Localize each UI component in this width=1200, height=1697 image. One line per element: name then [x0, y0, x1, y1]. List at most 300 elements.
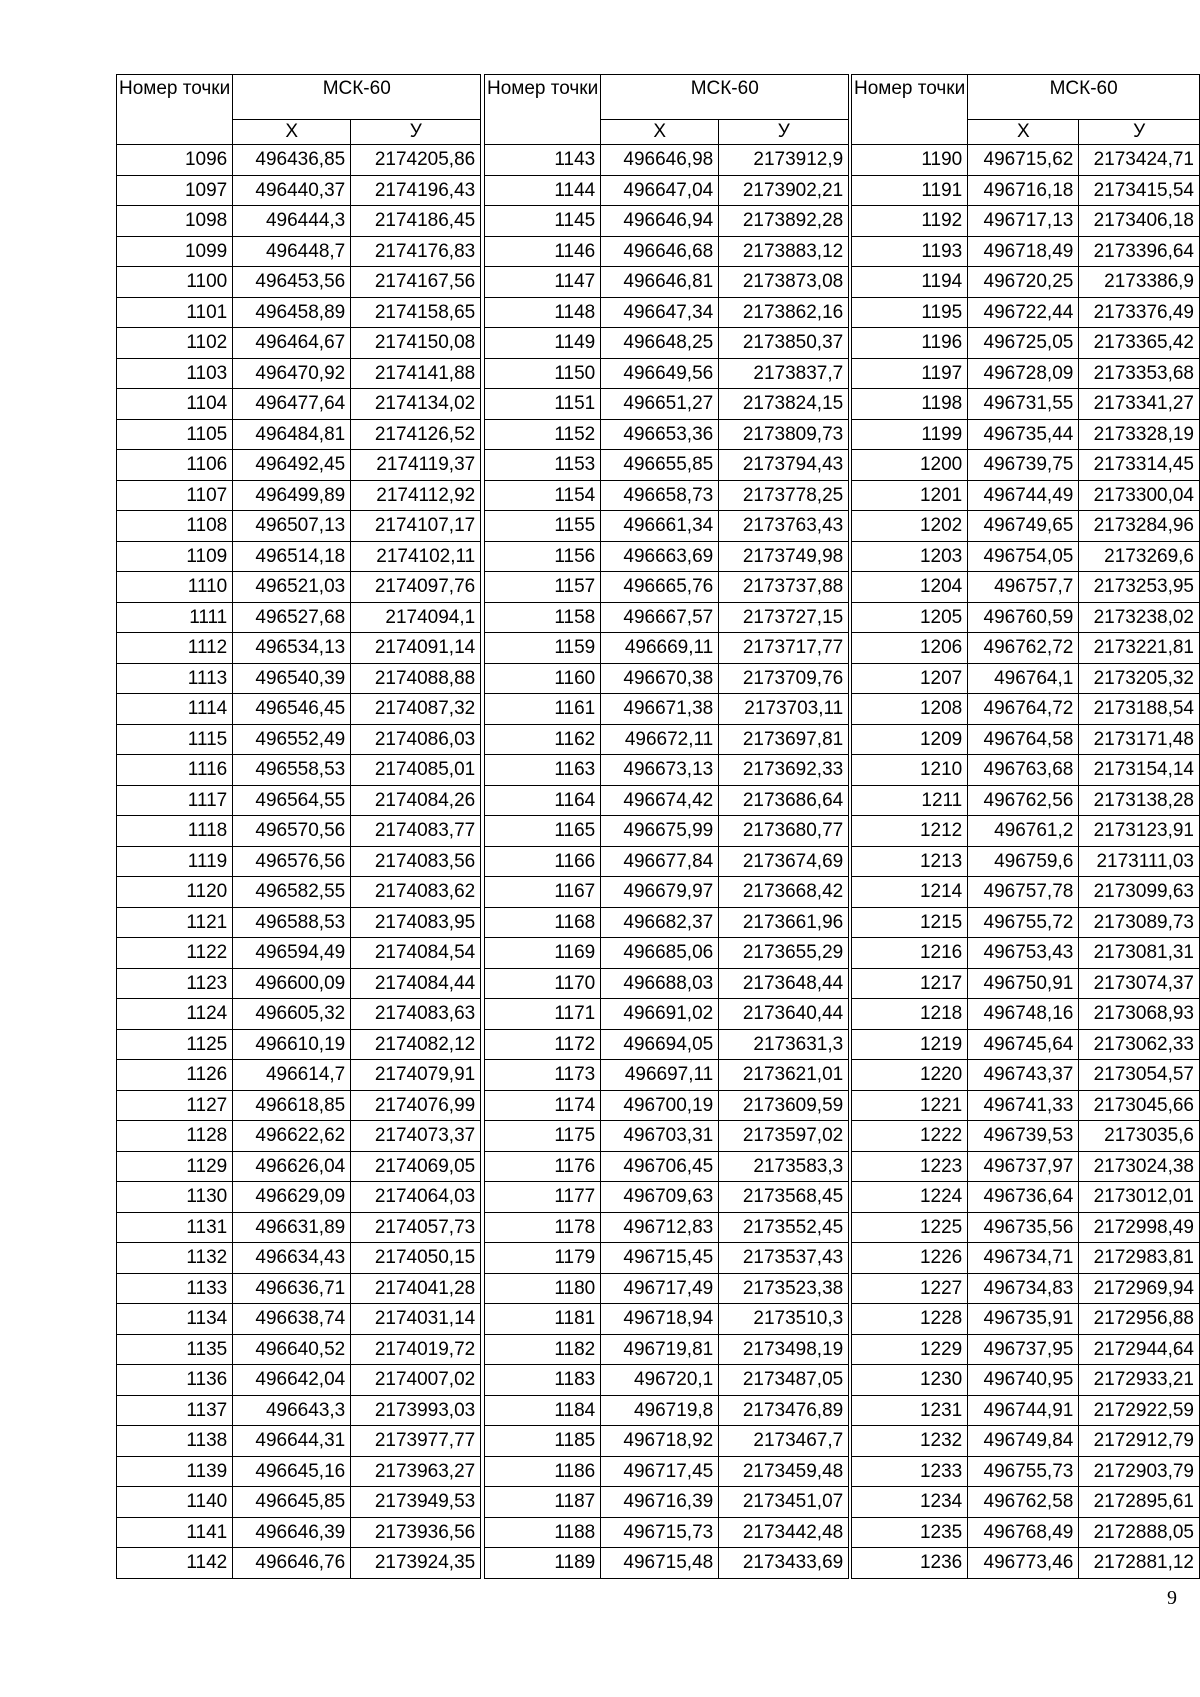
- y-coordinate-cell: 2172922,59: [1079, 1395, 1200, 1426]
- x-coordinate-cell: 496759,6: [968, 846, 1079, 877]
- table-row: [117, 1304, 481, 1335]
- x-coordinate-cell: 496507,13: [233, 511, 351, 542]
- table-row: [117, 175, 481, 206]
- table-row: [485, 1517, 849, 1548]
- x-coordinate-cell: 496582,55: [233, 877, 351, 908]
- y-coordinate-cell: 2173451,07: [719, 1487, 849, 1518]
- y-coordinate-cell: 2174064,03: [351, 1182, 481, 1213]
- x-coordinate-cell: 496688,03: [601, 968, 719, 999]
- table-row: [117, 419, 481, 450]
- x-coordinate-cell: 496722,44: [968, 297, 1079, 328]
- y-coordinate-cell: 2174119,37: [351, 450, 481, 481]
- point-number-cell: 1116: [117, 755, 233, 786]
- x-coordinate-cell: 496673,13: [601, 755, 719, 786]
- page-number: 9: [1167, 1587, 1177, 1609]
- x-coordinate-cell: 496716,18: [968, 175, 1079, 206]
- point-number-cell: 1229: [852, 1334, 968, 1365]
- point-number-cell: 1101: [117, 297, 233, 328]
- table-row: [117, 1365, 481, 1396]
- point-number-cell: 1181: [485, 1304, 601, 1335]
- y-coordinate-cell: 2173674,69: [719, 846, 849, 877]
- y-coordinate-cell: 2173081,31: [1079, 938, 1200, 969]
- x-coordinate-cell: 496622,62: [233, 1121, 351, 1152]
- point-number-cell: 1120: [117, 877, 233, 908]
- y-coordinate-cell: 2174097,76: [351, 572, 481, 603]
- point-number-cell: 1234: [852, 1487, 968, 1518]
- y-column-header: У: [1079, 120, 1200, 145]
- point-number-cell: 1200: [852, 450, 968, 481]
- table-row: [852, 541, 1200, 572]
- table-row: [117, 816, 481, 847]
- point-number-cell: 1108: [117, 511, 233, 542]
- point-number-cell: 1153: [485, 450, 601, 481]
- x-coordinate-cell: 496658,73: [601, 480, 719, 511]
- x-coordinate-cell: 496728,09: [968, 358, 1079, 389]
- point-number-cell: 1098: [117, 206, 233, 237]
- x-coordinate-cell: 496570,56: [233, 816, 351, 847]
- x-coordinate-cell: 496646,94: [601, 206, 719, 237]
- x-coordinate-cell: 496558,53: [233, 755, 351, 786]
- x-coordinate-cell: 496677,84: [601, 846, 719, 877]
- x-coordinate-cell: 496671,38: [601, 694, 719, 725]
- point-number-cell: 1100: [117, 267, 233, 298]
- y-coordinate-cell: 2173154,14: [1079, 755, 1200, 786]
- y-coordinate-cell: 2173074,37: [1079, 968, 1200, 999]
- table-row: [852, 1548, 1200, 1579]
- y-coordinate-cell: 2174083,77: [351, 816, 481, 847]
- point-number-cell: 1160: [485, 663, 601, 694]
- table-row: [852, 1182, 1200, 1213]
- point-number-cell: 1175: [485, 1121, 601, 1152]
- point-number-cell: 1159: [485, 633, 601, 664]
- y-coordinate-cell: 2173510,3: [719, 1304, 849, 1335]
- x-coordinate-cell: 496646,76: [233, 1548, 351, 1579]
- y-coordinate-cell: 2173924,35: [351, 1548, 481, 1579]
- x-coordinate-cell: 496647,34: [601, 297, 719, 328]
- y-coordinate-cell: 2174079,91: [351, 1060, 481, 1091]
- x-coordinate-cell: 496564,55: [233, 785, 351, 816]
- point-number-cell: 1147: [485, 267, 601, 298]
- x-coordinate-cell: 496737,95: [968, 1334, 1079, 1365]
- y-coordinate-cell: 2173583,3: [719, 1151, 849, 1182]
- point-number-cell: 1110: [117, 572, 233, 603]
- point-number-cell: 1220: [852, 1060, 968, 1091]
- point-number-cell: 1202: [852, 511, 968, 542]
- x-coordinate-cell: 496700,19: [601, 1090, 719, 1121]
- point-number-cell: 1169: [485, 938, 601, 969]
- point-number-cell: 1107: [117, 480, 233, 511]
- table-row: [117, 1517, 481, 1548]
- table-row: [117, 907, 481, 938]
- point-number-cell: 1134: [117, 1304, 233, 1335]
- y-coordinate-cell: 2174069,05: [351, 1151, 481, 1182]
- x-coordinate-cell: 496757,78: [968, 877, 1079, 908]
- x-coordinate-cell: 496773,46: [968, 1548, 1079, 1579]
- y-coordinate-cell: 2173284,96: [1079, 511, 1200, 542]
- y-coordinate-cell: 2173442,48: [719, 1517, 849, 1548]
- x-coordinate-cell: 496753,43: [968, 938, 1079, 969]
- x-coordinate-cell: 496605,32: [233, 999, 351, 1030]
- point-number-cell: 1182: [485, 1334, 601, 1365]
- y-coordinate-cell: 2174141,88: [351, 358, 481, 389]
- x-coordinate-cell: 496762,72: [968, 633, 1079, 664]
- x-coordinate-cell: 496691,02: [601, 999, 719, 1030]
- y-column-header: У: [351, 120, 481, 145]
- point-number-cell: 1121: [117, 907, 233, 938]
- point-number-cell: 1231: [852, 1395, 968, 1426]
- table-row: [852, 816, 1200, 847]
- table-row: [485, 602, 849, 633]
- y-coordinate-cell: 2174050,15: [351, 1243, 481, 1274]
- x-coordinate-cell: 496453,56: [233, 267, 351, 298]
- table-row: [485, 572, 849, 603]
- x-coordinate-cell: 496755,72: [968, 907, 1079, 938]
- x-coordinate-cell: 496760,59: [968, 602, 1079, 633]
- y-coordinate-cell: 2173035,6: [1079, 1121, 1200, 1152]
- x-coordinate-cell: 496725,05: [968, 328, 1079, 359]
- y-coordinate-cell: 2173459,48: [719, 1456, 849, 1487]
- point-number-cell: 1130: [117, 1182, 233, 1213]
- point-number-cell: 1185: [485, 1426, 601, 1457]
- table-row: [852, 663, 1200, 694]
- y-coordinate-cell: 2174084,44: [351, 968, 481, 999]
- table-row: [117, 724, 481, 755]
- point-number-cell: 1144: [485, 175, 601, 206]
- point-number-cell: 1214: [852, 877, 968, 908]
- table-row: [485, 724, 849, 755]
- table-row: [852, 724, 1200, 755]
- table-row: [485, 1395, 849, 1426]
- x-coordinate-cell: 496731,55: [968, 389, 1079, 420]
- table-row: [485, 1456, 849, 1487]
- y-coordinate-cell: 2174076,99: [351, 1090, 481, 1121]
- point-number-cell: 1165: [485, 816, 601, 847]
- point-number-cell: 1221: [852, 1090, 968, 1121]
- point-number-cell: 1166: [485, 846, 601, 877]
- x-coordinate-cell: 496703,31: [601, 1121, 719, 1152]
- coordinate-system-header: МСК-60: [601, 75, 849, 120]
- table-row: [852, 968, 1200, 999]
- table-row: [852, 1304, 1200, 1335]
- point-number-cell: 1212: [852, 816, 968, 847]
- table-row: [117, 236, 481, 267]
- coords-table-body: [852, 145, 1200, 1579]
- point-number-cell: 1219: [852, 1029, 968, 1060]
- y-coordinate-cell: 2173703,11: [719, 694, 849, 725]
- y-coordinate-cell: 2174186,45: [351, 206, 481, 237]
- point-number-cell: 1168: [485, 907, 601, 938]
- table-row: [852, 1456, 1200, 1487]
- x-coordinate-cell: 496594,49: [233, 938, 351, 969]
- table-row: [852, 480, 1200, 511]
- coords-table-2: [484, 74, 849, 1579]
- point-number-cell: 1178: [485, 1212, 601, 1243]
- point-number-cell: 1188: [485, 1517, 601, 1548]
- x-coordinate-cell: 496764,58: [968, 724, 1079, 755]
- point-number-cell: 1222: [852, 1121, 968, 1152]
- y-coordinate-cell: 2174087,32: [351, 694, 481, 725]
- x-column-header: Х: [233, 120, 351, 145]
- table-row: [117, 633, 481, 664]
- table-row: [117, 206, 481, 237]
- y-coordinate-cell: 2173523,38: [719, 1273, 849, 1304]
- x-coordinate-cell: 496715,45: [601, 1243, 719, 1274]
- y-coordinate-cell: 2173300,04: [1079, 480, 1200, 511]
- y-coordinate-cell: 2173424,71: [1079, 145, 1200, 176]
- x-coordinate-cell: 496675,99: [601, 816, 719, 847]
- x-coordinate-cell: 496749,65: [968, 511, 1079, 542]
- point-number-cell: 1236: [852, 1548, 968, 1579]
- x-coordinate-cell: 496712,83: [601, 1212, 719, 1243]
- point-number-cell: 1140: [117, 1487, 233, 1518]
- table-row: [117, 1029, 481, 1060]
- point-number-cell: 1151: [485, 389, 601, 420]
- table-row: [852, 846, 1200, 877]
- x-coordinate-cell: 496764,72: [968, 694, 1079, 725]
- y-coordinate-cell: 2173717,77: [719, 633, 849, 664]
- point-number-cell: 1122: [117, 938, 233, 969]
- y-coordinate-cell: 2173949,53: [351, 1487, 481, 1518]
- point-number-cell: 1126: [117, 1060, 233, 1091]
- table-row: [485, 175, 849, 206]
- y-coordinate-cell: 2173171,48: [1079, 724, 1200, 755]
- table-row: [117, 785, 481, 816]
- y-coordinate-cell: 2174083,63: [351, 999, 481, 1030]
- point-number-header: Номер точки: [485, 75, 601, 145]
- table-row: [852, 419, 1200, 450]
- table-row: [117, 511, 481, 542]
- table-row: [117, 755, 481, 786]
- coords-table-body: [117, 145, 481, 1579]
- table-row: [852, 1121, 1200, 1152]
- x-coordinate-cell: 496709,63: [601, 1182, 719, 1213]
- table-row: [117, 1060, 481, 1091]
- x-coordinate-cell: 496720,1: [601, 1365, 719, 1396]
- y-coordinate-cell: 2173433,69: [719, 1548, 849, 1579]
- y-coordinate-cell: 2173054,57: [1079, 1060, 1200, 1091]
- y-coordinate-cell: 2173655,29: [719, 938, 849, 969]
- table-row: [852, 206, 1200, 237]
- y-coordinate-cell: 2174084,54: [351, 938, 481, 969]
- point-number-cell: 1115: [117, 724, 233, 755]
- x-coordinate-cell: 496715,48: [601, 1548, 719, 1579]
- table-row: [852, 785, 1200, 816]
- point-number-cell: 1124: [117, 999, 233, 1030]
- table-row: [117, 877, 481, 908]
- point-number-header: Номер точки: [852, 75, 968, 145]
- y-coordinate-cell: 2173609,59: [719, 1090, 849, 1121]
- table-row: [852, 1487, 1200, 1518]
- y-coordinate-cell: 2173936,56: [351, 1517, 481, 1548]
- y-coordinate-cell: 2173415,54: [1079, 175, 1200, 206]
- x-coordinate-cell: 496717,49: [601, 1273, 719, 1304]
- y-coordinate-cell: 2172895,61: [1079, 1487, 1200, 1518]
- x-coordinate-cell: 496477,64: [233, 389, 351, 420]
- x-coordinate-cell: 496735,56: [968, 1212, 1079, 1243]
- x-coordinate-cell: 496719,81: [601, 1334, 719, 1365]
- x-coordinate-cell: 496739,75: [968, 450, 1079, 481]
- point-number-cell: 1119: [117, 846, 233, 877]
- x-coordinate-cell: 496643,3: [233, 1395, 351, 1426]
- y-coordinate-cell: 2174082,12: [351, 1029, 481, 1060]
- point-number-cell: 1216: [852, 938, 968, 969]
- point-number-cell: 1217: [852, 968, 968, 999]
- point-number-cell: 1215: [852, 907, 968, 938]
- x-coordinate-cell: 496669,11: [601, 633, 719, 664]
- x-coordinate-cell: 496646,81: [601, 267, 719, 298]
- table-row: [485, 328, 849, 359]
- point-number-cell: 1154: [485, 480, 601, 511]
- point-number-cell: 1105: [117, 419, 233, 450]
- table-row: [117, 1121, 481, 1152]
- point-number-cell: 1198: [852, 389, 968, 420]
- y-coordinate-cell: 2172912,79: [1079, 1426, 1200, 1457]
- x-coordinate-cell: 496734,83: [968, 1273, 1079, 1304]
- point-number-cell: 1106: [117, 450, 233, 481]
- table-row: [852, 1426, 1200, 1457]
- x-coordinate-cell: 496631,89: [233, 1212, 351, 1243]
- table-row: [117, 1426, 481, 1457]
- y-coordinate-cell: 2173892,28: [719, 206, 849, 237]
- point-number-cell: 1186: [485, 1456, 601, 1487]
- point-number-cell: 1197: [852, 358, 968, 389]
- x-coordinate-cell: 496715,73: [601, 1517, 719, 1548]
- point-number-cell: 1196: [852, 328, 968, 359]
- y-coordinate-cell: 2173993,03: [351, 1395, 481, 1426]
- point-number-cell: 1097: [117, 175, 233, 206]
- table-row: [485, 1334, 849, 1365]
- table-row: [852, 1029, 1200, 1060]
- table-row: [485, 1182, 849, 1213]
- point-number-cell: 1179: [485, 1243, 601, 1274]
- y-coordinate-cell: 2173406,18: [1079, 206, 1200, 237]
- y-coordinate-cell: 2173537,43: [719, 1243, 849, 1274]
- point-number-cell: 1163: [485, 755, 601, 786]
- point-number-cell: 1201: [852, 480, 968, 511]
- table-row: [852, 694, 1200, 725]
- table-row: [117, 1243, 481, 1274]
- y-coordinate-cell: 2173188,54: [1079, 694, 1200, 725]
- y-coordinate-cell: 2173376,49: [1079, 297, 1200, 328]
- table-row: [485, 1426, 849, 1457]
- coordinate-system-header: МСК-60: [968, 75, 1200, 120]
- point-number-cell: 1137: [117, 1395, 233, 1426]
- point-number-cell: 1128: [117, 1121, 233, 1152]
- y-coordinate-cell: 2174112,92: [351, 480, 481, 511]
- table-row: [485, 1273, 849, 1304]
- x-coordinate-cell: 496634,43: [233, 1243, 351, 1274]
- y-coordinate-cell: 2173365,42: [1079, 328, 1200, 359]
- table-row: [852, 633, 1200, 664]
- table-row: [485, 511, 849, 542]
- y-coordinate-cell: 2173205,32: [1079, 663, 1200, 694]
- point-number-cell: 1183: [485, 1365, 601, 1396]
- y-coordinate-cell: 2173862,16: [719, 297, 849, 328]
- y-coordinate-cell: 2173123,91: [1079, 816, 1200, 847]
- x-coordinate-cell: 496552,49: [233, 724, 351, 755]
- table-row: [852, 297, 1200, 328]
- table-row: [485, 907, 849, 938]
- point-number-cell: 1111: [117, 602, 233, 633]
- x-coordinate-cell: 496740,95: [968, 1365, 1079, 1396]
- table-row: [485, 1121, 849, 1152]
- point-number-cell: 1136: [117, 1365, 233, 1396]
- y-coordinate-cell: 2173062,33: [1079, 1029, 1200, 1060]
- y-coordinate-cell: 2173963,27: [351, 1456, 481, 1487]
- y-coordinate-cell: 2173668,42: [719, 877, 849, 908]
- point-number-cell: 1223: [852, 1151, 968, 1182]
- y-coordinate-cell: 2173640,44: [719, 999, 849, 1030]
- point-number-cell: 1114: [117, 694, 233, 725]
- y-coordinate-cell: 2173314,45: [1079, 450, 1200, 481]
- point-number-cell: 1141: [117, 1517, 233, 1548]
- table-row: [117, 1090, 481, 1121]
- x-coordinate-cell: 496736,64: [968, 1182, 1079, 1213]
- x-coordinate-cell: 496629,09: [233, 1182, 351, 1213]
- x-coordinate-cell: 496646,39: [233, 1517, 351, 1548]
- point-number-cell: 1194: [852, 267, 968, 298]
- x-coordinate-cell: 496642,04: [233, 1365, 351, 1396]
- table-row: [485, 145, 849, 176]
- table-row: [852, 1365, 1200, 1396]
- x-coordinate-cell: 496749,84: [968, 1426, 1079, 1457]
- x-coordinate-cell: 496674,42: [601, 785, 719, 816]
- table-row: [852, 1212, 1200, 1243]
- table-row: [117, 1273, 481, 1304]
- point-number-cell: 1135: [117, 1334, 233, 1365]
- y-coordinate-cell: 2173727,15: [719, 602, 849, 633]
- y-coordinate-cell: 2173912,9: [719, 145, 849, 176]
- y-column-header: У: [719, 120, 849, 145]
- y-coordinate-cell: 2172983,81: [1079, 1243, 1200, 1274]
- x-coordinate-cell: 496440,37: [233, 175, 351, 206]
- point-number-cell: 1206: [852, 633, 968, 664]
- y-coordinate-cell: 2173763,43: [719, 511, 849, 542]
- table-row: [117, 602, 481, 633]
- x-coordinate-cell: 496720,25: [968, 267, 1079, 298]
- x-coordinate-cell: 496636,71: [233, 1273, 351, 1304]
- table-row: [485, 785, 849, 816]
- point-number-cell: 1161: [485, 694, 601, 725]
- table-row: [852, 511, 1200, 542]
- table-row: [117, 145, 481, 176]
- y-coordinate-cell: 2174102,11: [351, 541, 481, 572]
- x-coordinate-cell: 496672,11: [601, 724, 719, 755]
- x-coordinate-cell: 496739,53: [968, 1121, 1079, 1152]
- x-coordinate-cell: 496743,37: [968, 1060, 1079, 1091]
- table-row: [117, 1151, 481, 1182]
- x-coordinate-cell: 496670,38: [601, 663, 719, 694]
- x-coordinate-cell: 496655,85: [601, 450, 719, 481]
- table-row: [852, 175, 1200, 206]
- x-coordinate-cell: 496647,04: [601, 175, 719, 206]
- y-coordinate-cell: 2174019,72: [351, 1334, 481, 1365]
- table-row: [117, 1456, 481, 1487]
- y-coordinate-cell: 2173045,66: [1079, 1090, 1200, 1121]
- coords-table-body: [485, 145, 849, 1579]
- x-coordinate-cell: 496546,45: [233, 694, 351, 725]
- y-coordinate-cell: 2173686,64: [719, 785, 849, 816]
- y-coordinate-cell: 2173977,77: [351, 1426, 481, 1457]
- point-number-cell: 1227: [852, 1273, 968, 1304]
- point-number-cell: 1232: [852, 1426, 968, 1457]
- table-row: [485, 877, 849, 908]
- x-coordinate-cell: 496697,11: [601, 1060, 719, 1091]
- table-row: [117, 389, 481, 420]
- y-coordinate-cell: 2173794,43: [719, 450, 849, 481]
- x-coordinate-cell: 496534,13: [233, 633, 351, 664]
- x-coordinate-cell: 496682,37: [601, 907, 719, 938]
